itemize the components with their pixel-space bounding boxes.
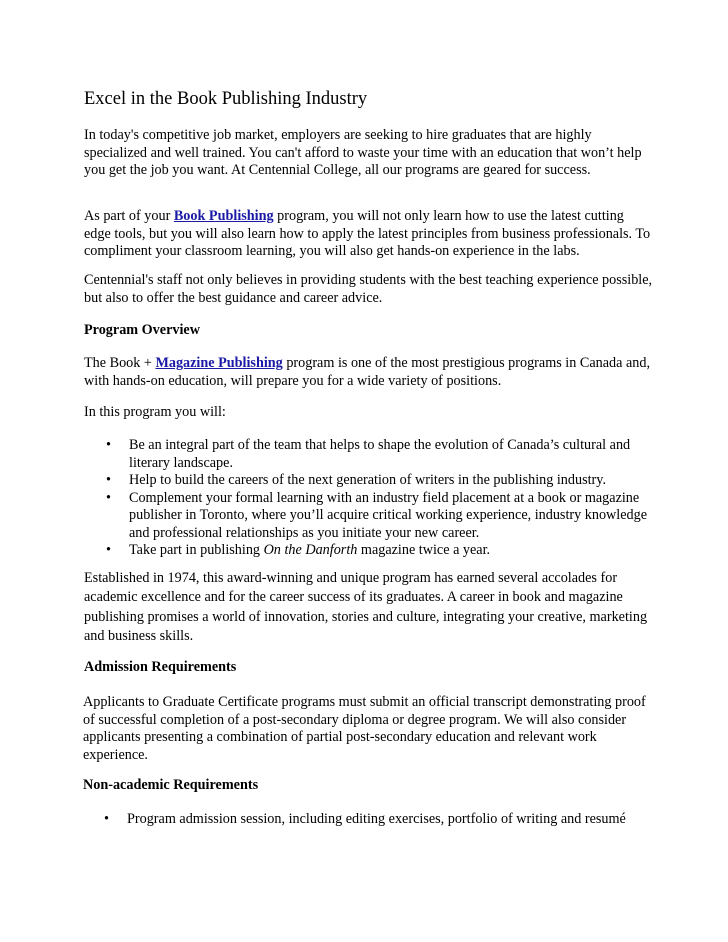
list-item-text-after: magazine twice a year. [357,542,491,558]
bullet-icon: • [106,472,111,488]
list-item-text: Complement your formal learning with an industry field placement at a book or magazine publisher in Toronto, where you’ll acquire critical working experience, industry knowledge and professional relationships as you initiate your new career. [129,489,648,541]
para-text-after: program, you will not only learn how to use the latest cutting edge tools, but you will also learn how to apply the latest principles from business professionals. To compliment your classroom learning, you will also get hands-on experience in the labs. [84,208,651,259]
program-overview-heading: Program Overview [84,322,200,338]
bullet-icon: • [106,437,111,453]
intro-paragraph: In today's competitive job market, employers are seeking to hire graduates that are highly specialized and well trained. You can't afford to waste your time with an education that won’t help you get the job you want. At Centennial College, all our programs are geared for success. [84,127,642,178]
page-title: Excel in the Book Publishing Industry [84,89,368,109]
bullet-icon: • [104,811,109,827]
book-publishing-link[interactable]: Book Publishing [173,208,274,224]
list-intro: In this program you will: [84,404,226,420]
list-item-text: Help to build the careers of the next generation of writers in the publishing industry. [129,472,606,488]
admission-requirements-heading: Admission Requirements [84,659,237,675]
list-item-text: Program admission session, including editing exercises, portfolio of writing and resumé [127,811,626,827]
bullet-icon: • [106,542,111,558]
book-publishing-paragraph [84,208,654,261]
program-bullet-list [84,437,664,560]
list-item-text: Be an integral part of the team that helps to shape the evolution of Canada’s cultural and literary landscape. [129,437,631,471]
list-item [84,437,664,472]
list-item-text-before: Take part in publishing [129,542,264,558]
overview-text-after: program is one of the most prestigious programs in Canada and, with hands-on education, will prepare you for a wide variety of positions. [84,355,651,389]
magazine-publishing-link[interactable]: Magazine Publishing [155,355,283,371]
list-item [84,542,664,560]
list-item [84,811,664,829]
list-item [84,490,664,543]
bullet-icon: • [106,489,111,506]
overview-paragraph [84,355,654,390]
magazine-title: On the Danforth [263,542,358,558]
non-academic-requirements-heading: Non-academic Requirements [83,777,259,793]
overview-text-before: The Book + [84,355,156,371]
non-academic-list [84,811,664,829]
list-item [84,472,664,490]
established-paragraph: Established in 1974, this award-winning and unique program has earned several accolades for academic excellence and for the career success of its graduates. A career in book and magazine publishing promises a world of innovation, stories and culture, integrating your creative, marketing and business skills. [84,570,648,645]
staff-paragraph: Centennial's staff not only believes in providing students with the best teaching experience possible, but also to offer the best guidance and career advice. [84,272,653,306]
para-text-before: As part of your [84,208,174,224]
admission-paragraph: Applicants to Graduate Certificate programs must submit an official transcript demonstrating proof of successful completion of a post-secondary diploma or degree program. We will also consider applicants presenting a combination of partial post-secondary education and relevant work experience. [83,694,646,763]
